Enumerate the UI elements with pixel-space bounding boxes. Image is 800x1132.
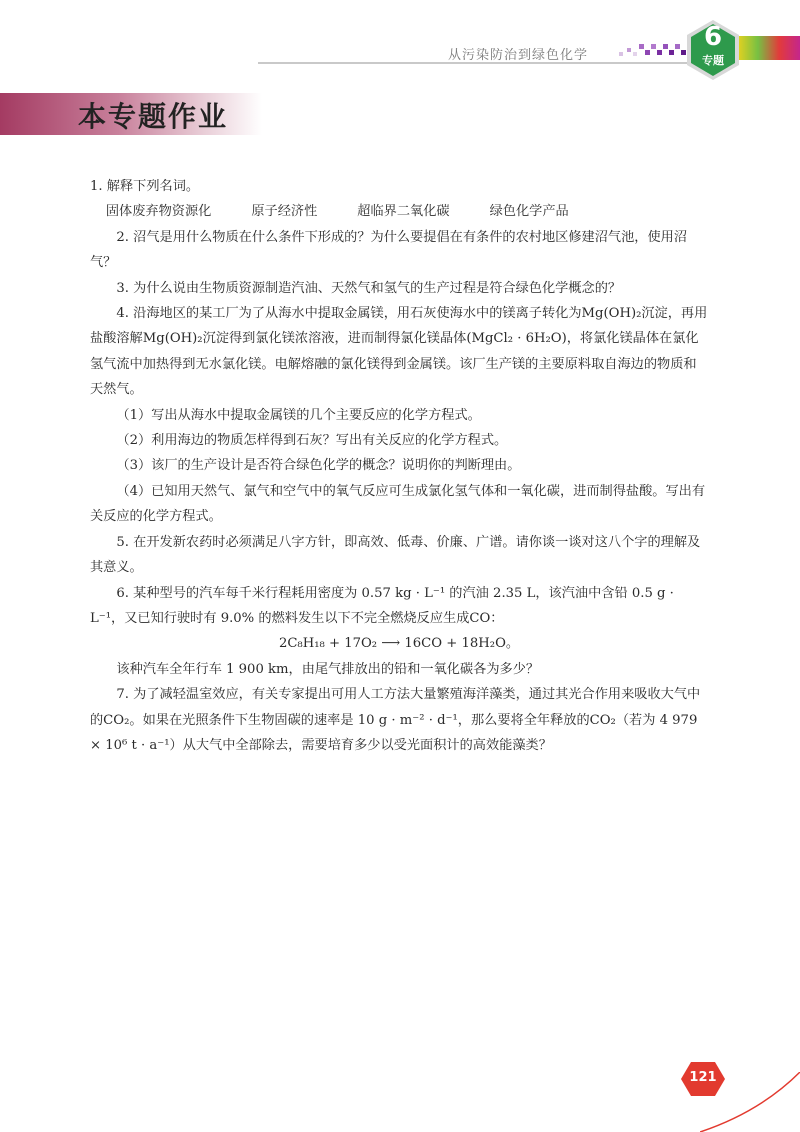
question-4-part-1: （1）写出从海水中提取金属镁的几个主要反应的化学方程式。 xyxy=(116,407,481,423)
term-list xyxy=(90,199,708,224)
chapter-label: 专题 xyxy=(702,54,724,67)
term-item: 固体废弃物资源化 xyxy=(105,204,212,220)
question-3: 3. 为什么说由生物质资源制造汽油、天然气和氢气的生产过程是符合绿色化学概念的？ xyxy=(116,280,622,296)
section-title: 本专题作业 xyxy=(78,100,229,133)
chemical-equation: 2C₈H₁₈ + 17O₂ ⟶ 16CO + 18H₂O。 xyxy=(278,636,520,652)
question-4-part-3: （3）该厂的生产设计是否符合绿色化学的概念？说明你的判断理由。 xyxy=(116,458,521,474)
question-4-part-4: （4）已知用天然气、氯气和空气中的氧气反应可生成氯化氢气体和一氧化碳，进而制得盐酸。写出有关反应的化学方程式。 xyxy=(90,483,706,525)
term-item: 超临界二氧化碳 xyxy=(357,204,450,220)
page-header xyxy=(0,0,800,80)
homework-list xyxy=(90,174,708,758)
running-title: 从污染防治到绿色化学 xyxy=(448,48,589,63)
term-item: 绿色化学产品 xyxy=(489,204,569,220)
question-6: 6. 某种型号的汽车每千米行程耗用密度为 0.57 kg · L⁻¹ 的汽油 2.35 L，该汽油中含铅 0.5 g · L⁻¹，又已知行驶时有 9.0% 的燃料发生以下不完全燃烧反应生成CO： xyxy=(90,585,674,626)
page-number: 121 xyxy=(689,1070,717,1085)
question-4: 4. 沿海地区的某工厂为了从海水中提取金属镁，用石灰使海水中的镁离子转化为Mg(OH)₂沉淀，再用盐酸溶解Mg(OH)₂沉淀得到氯化镁浓溶液，进而制得氯化镁晶体(MgCl₂ · 6H₂O)，将氯化镁晶体在氯化氢气流中加热得到无水氯化镁。电解熔融的氯化镁得到金属镁。该厂生产镁的主要原料取自海边的物质和天然气。 xyxy=(90,306,708,398)
chapter-number: 6 xyxy=(703,22,723,52)
question-7: 7. 为了减轻温室效应，有关专家提出可用人工方法大量繁殖海洋藻类，通过其光合作用来吸收大气中的CO₂。如果在光照条件下生物固碳的速率是 10 g · m⁻² · d⁻¹，那么要将全年释放的CO₂（若为 4 979 × 10⁶ t · a⁻¹）从大气中全部除去，需要培育多少以受光面积计的高效能藻类？ xyxy=(90,687,701,753)
question-2: 2. 沼气是用什么物质在什么条件下形成的？为什么要提倡在有条件的农村地区修建沼气池，使用沼气？ xyxy=(90,229,688,271)
question-5: 5. 在开发新农药时必须满足八字方针，即高效、低毒、价廉、广谱。请你谈一谈对这八个字的理解及其意义。 xyxy=(90,534,701,576)
term-item: 原子经济性 xyxy=(251,204,318,220)
question-1: 1. 解释下列名词。 xyxy=(90,179,200,194)
question-4-part-2: （2）利用海边的物质怎样得到石灰？写出有关反应的化学方程式。 xyxy=(116,433,508,449)
question-6-followup: 该种汽车全年行车 1 900 km，由尾气排放出的铅和一氧化碳各为多少？ xyxy=(116,661,540,677)
